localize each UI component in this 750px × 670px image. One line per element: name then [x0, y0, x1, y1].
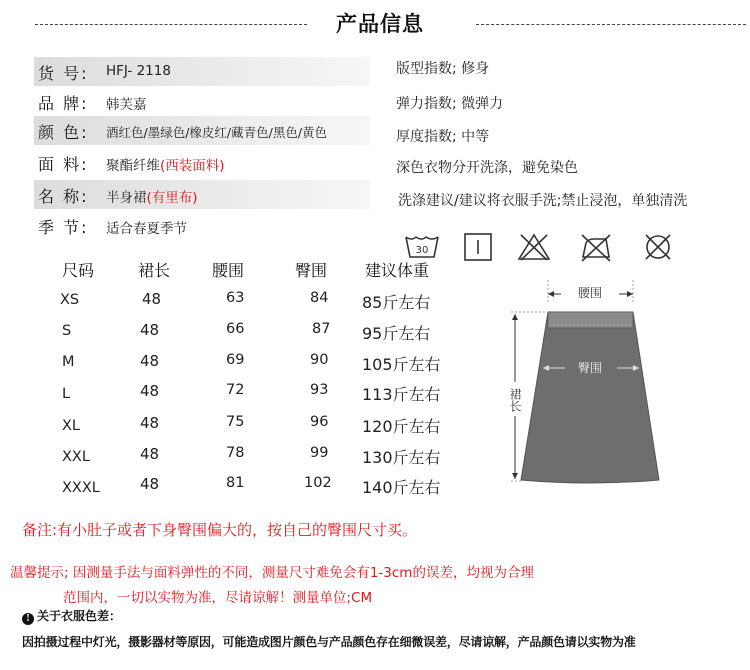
cell-length: 48	[140, 352, 160, 370]
fit-index: 版型指数; 修身	[396, 61, 490, 77]
info-label: 面 料:	[38, 155, 89, 174]
cell-weight: 113斤左右	[362, 385, 441, 404]
info-row-season	[34, 211, 370, 240]
cell-waist: 78	[226, 445, 245, 461]
cell-length: 48	[142, 290, 162, 308]
cell-length: 48	[140, 382, 160, 400]
cell-waist: 66	[226, 321, 245, 337]
cell-weight: 95斤左右	[362, 324, 431, 343]
cell-hip: 99	[310, 445, 329, 461]
cell-size: XL	[62, 418, 81, 434]
no-dry-clean-icon	[640, 231, 676, 263]
cell-size: M	[62, 354, 75, 370]
title-divider-right	[476, 24, 746, 25]
size-table-header	[60, 258, 460, 282]
hip-label: 臀围	[577, 361, 603, 375]
cell-weight: 120斤左右	[362, 417, 441, 436]
waist-label: 腰围	[577, 286, 603, 300]
cell-waist: 72	[226, 382, 245, 398]
wash-temp-label: 30	[415, 245, 429, 256]
info-label: 品 牌:	[38, 94, 89, 113]
cell-length: 48	[140, 475, 160, 493]
header-length: 裙长	[138, 261, 171, 280]
table-row	[60, 475, 460, 501]
header-weight: 建议体重	[365, 261, 430, 280]
cell-hip: 84	[310, 290, 329, 306]
title-divider-left	[35, 24, 307, 25]
cell-length: 48	[140, 321, 160, 339]
size-note: 备注:有小肚子或者下身臀围偏大的，按自己的臀围尺寸买。	[22, 521, 418, 539]
cell-size: XS	[60, 292, 80, 308]
info-label: 货 号:	[38, 64, 89, 83]
stretch-index: 弹力指数; 微弹力	[396, 96, 504, 112]
cell-waist: 69	[226, 352, 245, 368]
cell-hip: 102	[304, 475, 332, 491]
cell-hip: 90	[310, 352, 329, 368]
table-row	[60, 414, 460, 440]
page-title: 产品信息	[336, 11, 424, 36]
info-row-fabric	[34, 148, 370, 177]
measure-tip-line2: 范围内，一切以实物为准，尽请谅解！测量单位;CM	[63, 590, 373, 606]
table-row	[60, 290, 460, 316]
info-label: 季 节:	[38, 218, 89, 237]
info-value: 聚酯纤维(西装面料)	[106, 158, 225, 174]
info-value: HFJ- 2118	[106, 63, 171, 79]
title-row	[0, 6, 750, 42]
cell-waist: 81	[226, 475, 245, 491]
skirt-measurement-diagram	[493, 274, 703, 496]
wash-note: 深色衣物分开洗涤，避免染色	[396, 160, 578, 176]
info-label: 颜 色:	[38, 123, 89, 142]
color-diff-text: 因拍摄过程中灯光，摄影器材等原因，可能造成图片颜色与产品颜色存在细微误差，尽请谅解，产品颜色请以实物为准	[22, 635, 636, 649]
info-value: 酒红色/墨绿色/橡皮红/藏青色/黑色/黄色	[106, 125, 328, 140]
cell-size: XXL	[62, 449, 90, 465]
cell-weight: 130斤左右	[362, 448, 441, 467]
cell-size: S	[62, 323, 72, 339]
info-row-brand	[34, 87, 370, 116]
warning-icon: !	[22, 613, 34, 625]
cell-length: 48	[140, 414, 160, 432]
cell-size: L	[62, 386, 71, 402]
header-size: 尺码	[62, 261, 95, 280]
no-bleach-icon	[516, 231, 552, 263]
header-waist: 腰围	[212, 261, 245, 280]
cell-weight: 105斤左右	[362, 355, 441, 374]
cell-hip: 93	[310, 382, 329, 398]
info-label: 名 称:	[38, 187, 89, 206]
header-hip: 臀围	[295, 261, 328, 280]
cell-weight: 140斤左右	[362, 478, 441, 497]
tumble-dry-icon	[460, 231, 496, 263]
cell-weight: 85斤左右	[362, 293, 431, 312]
info-row-item-no	[34, 57, 370, 86]
color-diff-heading-text: 关于衣服色差：	[37, 609, 122, 623]
color-diff-heading	[22, 607, 121, 625]
cell-size: XXXL	[62, 480, 100, 496]
info-value: 适合春夏季节	[106, 221, 187, 237]
cell-hip: 87	[312, 321, 331, 337]
info-row-name	[34, 180, 370, 209]
thickness-index: 厚度指数; 中等	[396, 129, 490, 145]
cell-waist: 63	[226, 290, 245, 306]
measure-tip-line1: 温馨提示; 因测量手法与面料弹性的不同，测量尺寸难免会有1-3cm的误差，均视为合理	[10, 565, 534, 581]
info-value: 半身裙(有里布)	[106, 190, 198, 206]
no-iron-icon	[578, 231, 614, 263]
table-row	[60, 382, 460, 408]
size-table	[60, 258, 460, 508]
length-label: 裙长	[508, 388, 522, 412]
table-row	[60, 445, 460, 471]
cell-hip: 96	[310, 414, 329, 430]
wash-advice: 洗涤建议/建议将衣服手洗;禁止浸泡，单独清洗	[398, 193, 688, 209]
info-value: 韩芙嘉	[106, 97, 147, 113]
info-row-color	[34, 116, 370, 145]
table-row	[60, 352, 460, 378]
cell-length: 48	[140, 445, 160, 463]
cell-waist: 75	[226, 414, 245, 430]
table-row	[60, 321, 460, 347]
